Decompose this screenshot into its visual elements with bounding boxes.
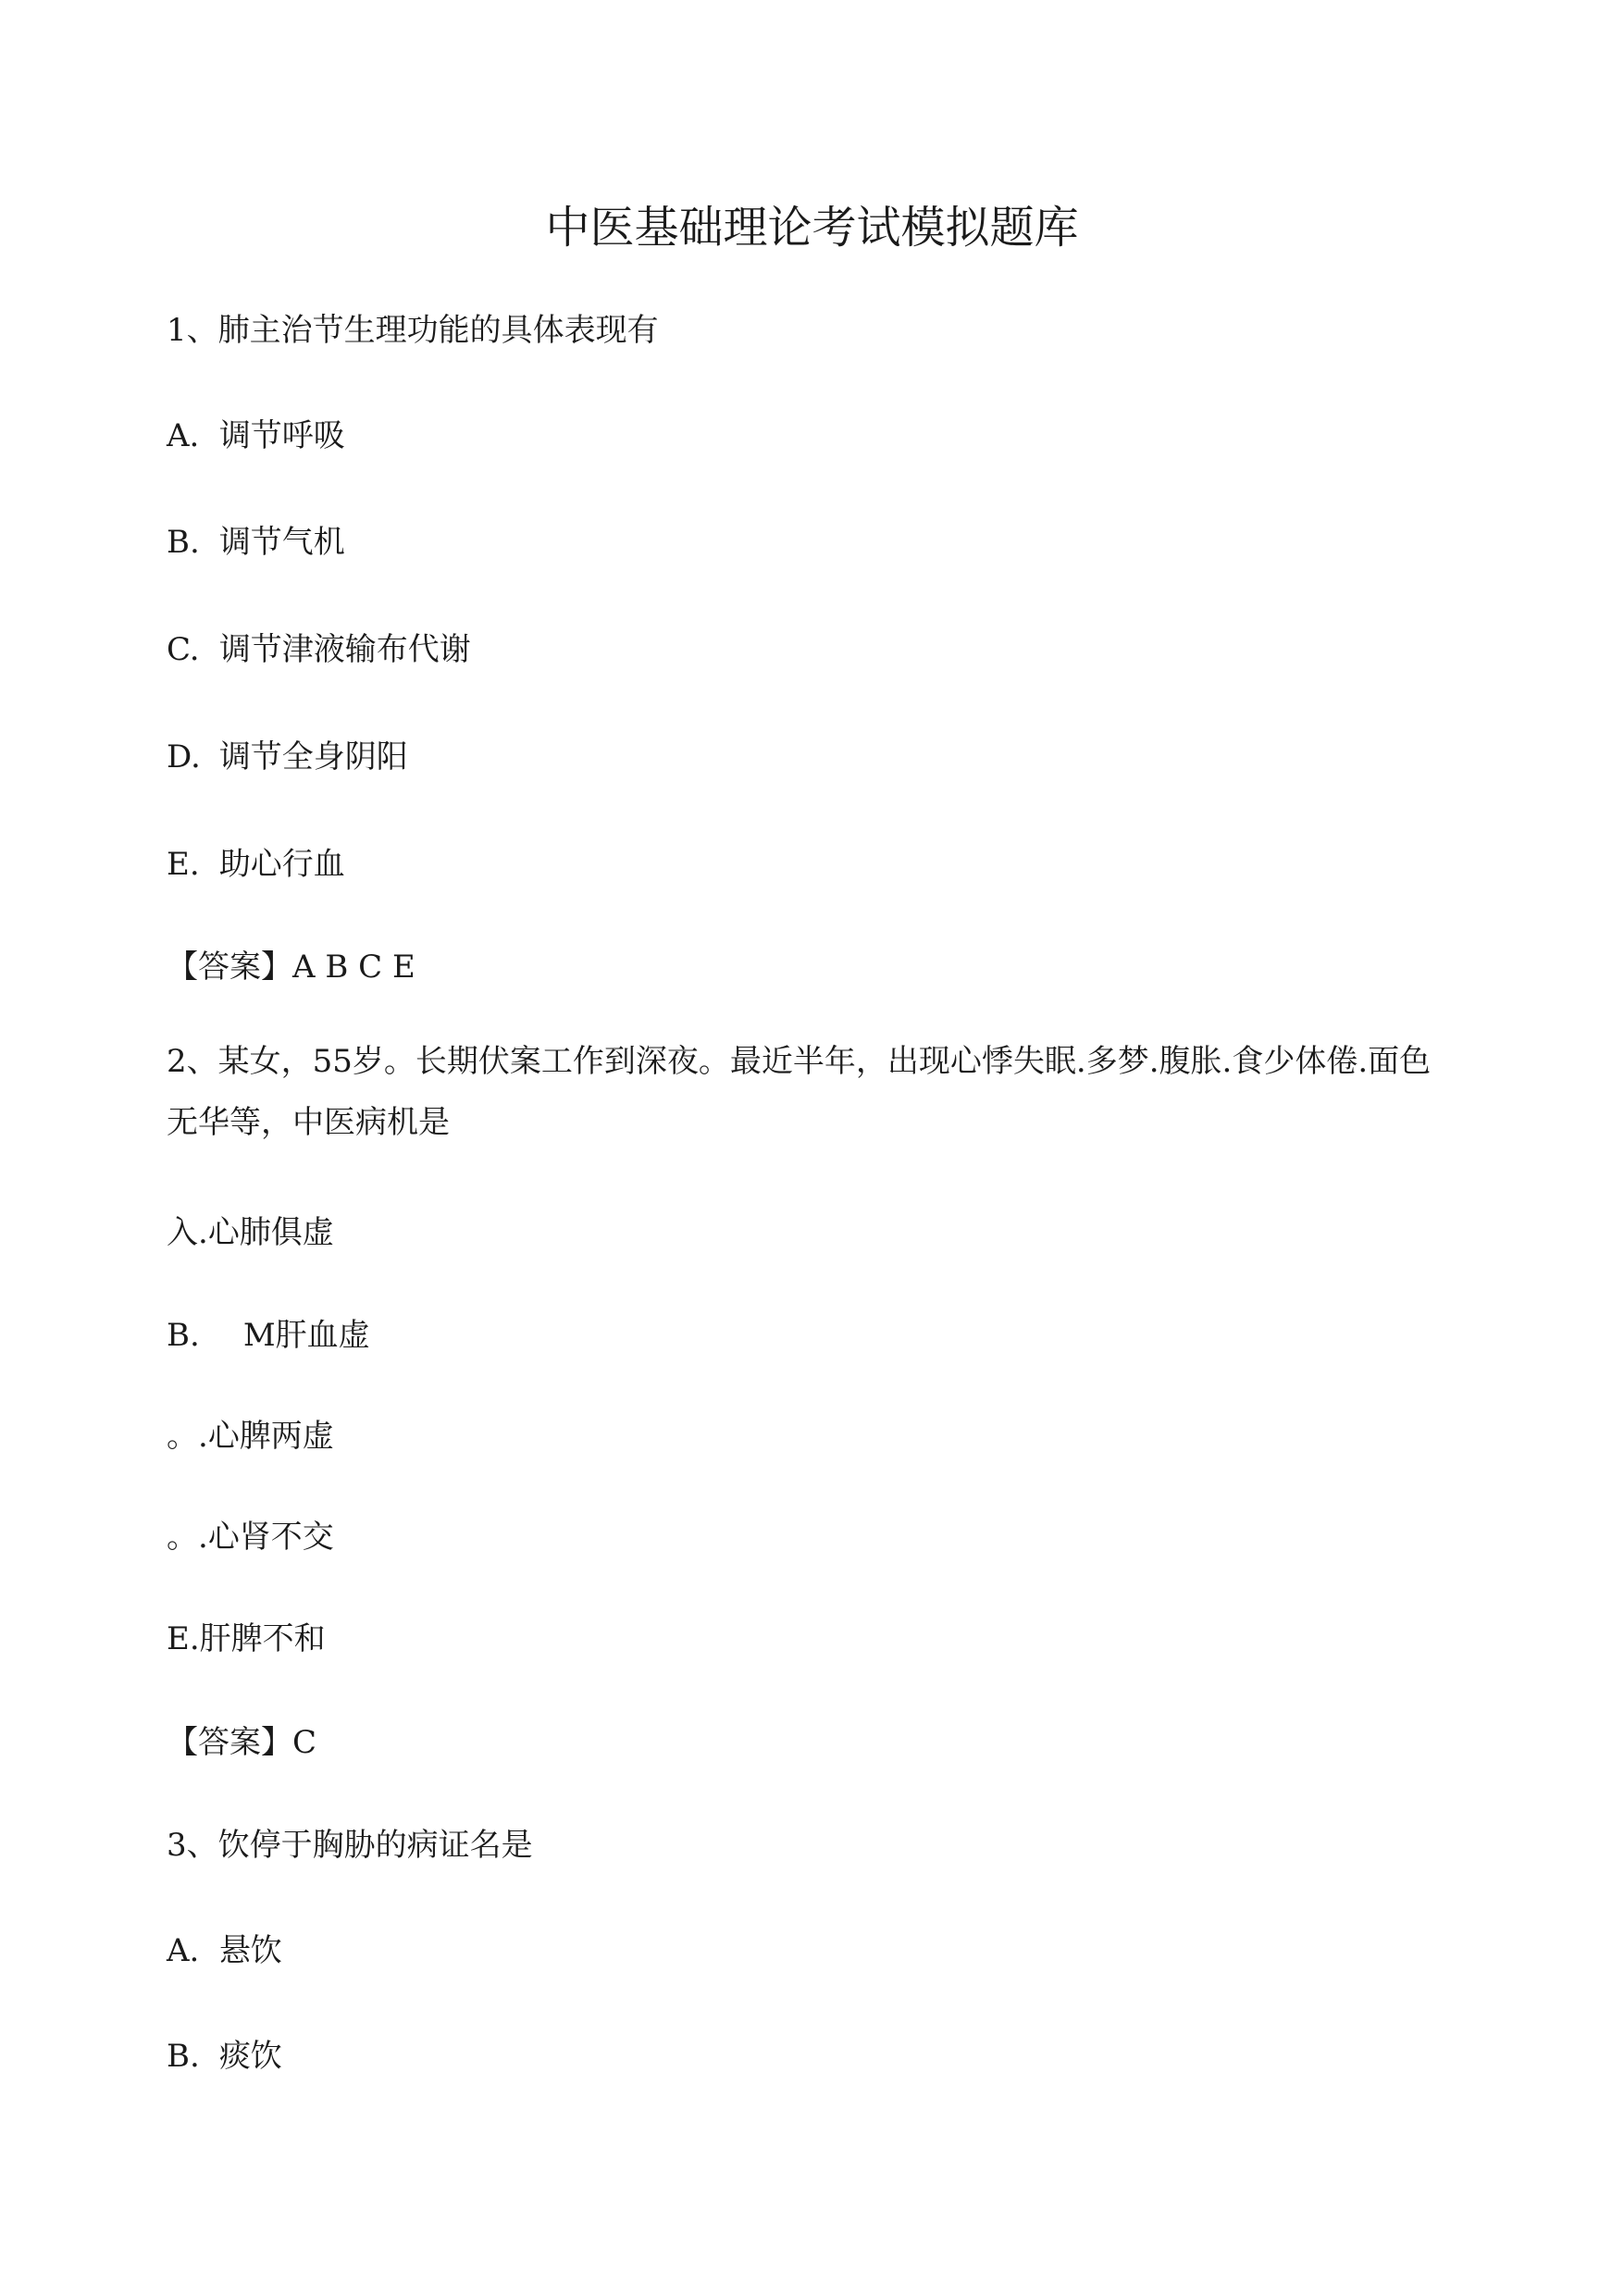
option-text: M肝血虚 [242, 1317, 370, 1354]
option-label: D. [167, 738, 201, 775]
question-3-stem: 3、饮停于胸胁的病证名是 [167, 1827, 533, 1864]
question-2-option-e [167, 1618, 326, 1660]
option-label: E. [167, 1620, 200, 1657]
option-text: 助心行血 [218, 846, 345, 883]
option-label: 。. [167, 1418, 208, 1455]
option-text: 调节气机 [218, 524, 345, 561]
option-text: 心肾不交 [207, 1519, 334, 1556]
option-label: E. [167, 846, 200, 883]
question-2-option-c [167, 1415, 334, 1458]
question-2-option-d [167, 1516, 334, 1558]
option-text: 肝脾不和 [199, 1620, 326, 1657]
option-label: 。. [167, 1519, 208, 1556]
question-2-option-a [167, 1211, 334, 1254]
question-1-option-c [167, 628, 471, 671]
question-1-option-a [167, 415, 345, 457]
option-label: B. [167, 524, 200, 561]
question-2-option-b [167, 1314, 370, 1357]
option-text: 痰饮 [218, 2038, 282, 2075]
option-label: B. [167, 1317, 200, 1354]
option-label: 入. [167, 1214, 208, 1251]
option-label: A. [167, 417, 200, 454]
question-1-answer: 【答案】A B C E [167, 949, 415, 986]
question-2-answer: 【答案】C [167, 1724, 317, 1761]
question-1-option-b [167, 521, 345, 564]
option-text: 悬饮 [218, 1932, 282, 1969]
question-2-stem: 2、某女，55岁。长期伏案工作到深夜。最近半年，出现心悸失眠.多梦.腹胀.食少体倦.面色无华等，中医病机是 [167, 1043, 1432, 1141]
option-label: C. [167, 631, 200, 668]
question-3-option-b [167, 2035, 282, 2078]
option-text: 调节全身阴阳 [218, 738, 408, 775]
option-label: A. [167, 1932, 200, 1969]
question-3-option-a [167, 1929, 282, 1972]
question-1-option-d [167, 736, 408, 778]
option-text: 心脾两虚 [207, 1418, 334, 1455]
option-text: 调节呼吸 [218, 417, 345, 454]
option-label: B. [167, 2038, 200, 2075]
page-title: 中医基础理论考试模拟题库 [545, 202, 1079, 254]
question-1-option-e [167, 843, 345, 886]
option-text: 心肺俱虚 [207, 1214, 334, 1251]
question-1-stem: 1、肺主治节生理功能的具体表现有 [167, 312, 659, 349]
option-text: 调节津液输布代谢 [218, 631, 471, 668]
